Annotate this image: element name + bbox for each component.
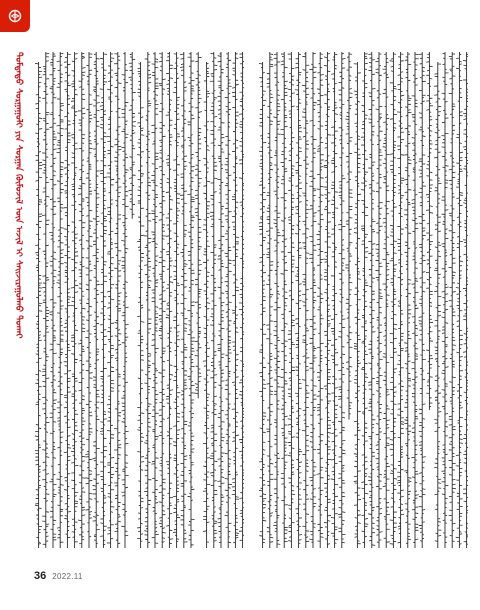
text-line xyxy=(383,52,390,548)
page-footer xyxy=(34,570,83,584)
text-line xyxy=(361,52,368,548)
text-column-right xyxy=(258,50,468,550)
text-line xyxy=(42,52,49,548)
text-line xyxy=(151,52,158,548)
text-line xyxy=(390,52,397,548)
headline-text: ᠳᠤᠮᠳᠠᠳᠤ ᠰᠤᠷᠭᠠᠭᠤᠯᠢ ᠶᠢᠨ ᠰᠤᠷᠭᠠᠨ ᠬᠦᠮᠦᠵᠢᠯ ᠦᠨ ᠠᠵᠢᠯ ᠢ ᠰᠠᠢᠵᠢᠷᠠᠭᠤᠯᠬᠤ ᠲᠤᠬᠠᠢ xyxy=(13,52,23,339)
text-line xyxy=(100,52,107,548)
text-line xyxy=(121,52,128,548)
text-line xyxy=(309,52,316,548)
text-line xyxy=(266,52,273,548)
text-line xyxy=(368,52,375,548)
text-line xyxy=(166,52,173,548)
text-line xyxy=(324,52,331,548)
issue-date: 2022.11 xyxy=(52,572,83,581)
text-line xyxy=(78,52,85,548)
text-line xyxy=(404,52,411,548)
text-line xyxy=(107,52,114,548)
text-line xyxy=(259,62,266,548)
text-line xyxy=(317,52,324,548)
text-line xyxy=(225,52,232,548)
text-line xyxy=(210,52,217,548)
ornament-icon xyxy=(8,9,22,23)
text-line xyxy=(375,52,382,548)
text-line xyxy=(49,52,56,548)
text-line xyxy=(273,52,280,548)
text-line xyxy=(93,52,100,548)
text-line xyxy=(203,62,210,548)
text-line xyxy=(295,52,302,548)
text-line xyxy=(338,52,345,548)
text-line xyxy=(449,52,456,548)
text-line xyxy=(281,52,288,548)
text-line xyxy=(441,52,448,548)
text-line xyxy=(419,52,426,548)
section-tab xyxy=(0,0,30,32)
text-line xyxy=(71,52,78,548)
text-line xyxy=(57,52,64,548)
text-line xyxy=(137,62,144,548)
text-line xyxy=(159,52,166,548)
article-headline xyxy=(10,52,24,512)
text-line xyxy=(288,52,295,548)
mongolian-script-lines-right xyxy=(258,50,468,550)
text-line xyxy=(434,62,441,548)
text-line xyxy=(114,52,121,548)
text-line xyxy=(129,52,136,219)
mongolian-script-lines-left xyxy=(34,50,244,550)
text-line xyxy=(85,52,92,548)
text-line xyxy=(302,52,309,548)
text-line xyxy=(456,52,463,548)
text-line xyxy=(411,52,418,548)
text-line xyxy=(331,52,338,548)
text-line xyxy=(195,52,202,398)
text-line xyxy=(239,52,244,548)
text-line xyxy=(345,52,352,420)
text-line xyxy=(397,52,404,548)
text-line xyxy=(217,52,224,548)
text-line xyxy=(144,52,151,548)
text-line xyxy=(187,52,194,548)
text-line xyxy=(426,52,433,410)
text-line xyxy=(232,52,239,548)
text-column-left xyxy=(34,50,244,550)
text-line xyxy=(463,52,468,548)
page-number: 36 xyxy=(34,570,47,582)
text-line xyxy=(180,52,187,548)
text-line xyxy=(173,52,180,548)
text-line xyxy=(64,52,71,548)
text-line xyxy=(354,62,361,548)
text-line xyxy=(35,62,42,548)
